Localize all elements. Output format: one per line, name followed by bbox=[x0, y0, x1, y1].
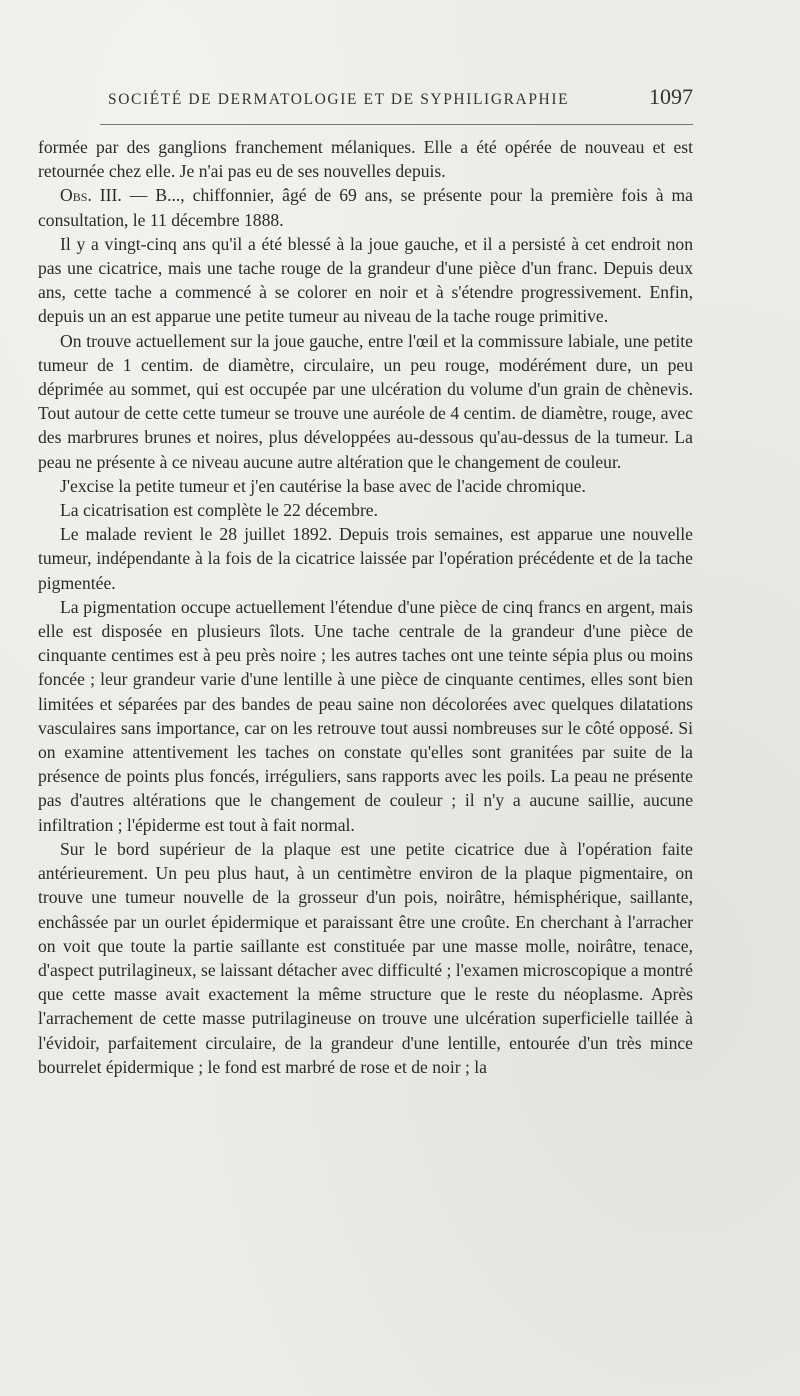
paragraph: La pigmentation occupe actuellement l'étendue d'une pièce de cinq francs en argent, mais elle est disposée en plusieurs îlots. Une tache centrale de la grandeur d'une pièce de cinquante centimes est à peu près noire ; les autres taches ont une teinte sépia plus ou moins foncée ; leur grandeur varie d'une lentille à une pièce de cinquante centimes, elles sont bien limitées et séparées par des bandes de peau saine non décolorées avec quelques dilatations vasculaires sans importance, car on les retrouve tout aussi nombreuses sur le côté opposé. Si on examine attentivement les taches on constate qu'elles sont granitées par suite de la présence de points plus foncés, irréguliers, sans rapports avec les poils. La peau ne présente pas d'autres altérations que le changement de couleur ; il n'y a aucune saillie, aucune infiltration ; l'épiderme est tout à fait normal. bbox=[38, 596, 693, 835]
paragraph: J'excise la petite tumeur et j'en cautérise la base avec de l'acide chromique. bbox=[60, 475, 586, 496]
paragraph-text: — B..., chiffonnier, âgé de 69 ans, se présente pour la première fois à ma consultation, le 11 décembre 1888. bbox=[38, 185, 693, 230]
header-rule bbox=[100, 124, 693, 125]
paragraph: Sur le bord supérieur de la plaque est une petite cicatrice due à l'opération faite antérieurement. Un peu plus haut, à un centimètre environ de la plaque pigmentaire, on trouve une tumeur nouvelle de la grosseur d'un pois, noirâtre, hémisphérique, saillante, enchâssée par un ourlet épidermique et paraissant être une croûte. En cherchant à l'arracher on voit que toute la partie saillante est constituée par une masse molle, noirâtre, tenace, d'aspect putrilagineux, se laissant détacher avec difficulté ; l'examen microscopique a montré que cette masse avait exactement la même structure que le reste du néoplasme. Après l'arrachement de cette masse putrilagineuse on trouve une ulcération superficielle taillée à l'évidoir, parfaitement circulaire, de la grandeur d'une lentille, entourée d'un très mince bourrelet épidermique ; le fond est marbré de rose et de noir ; la bbox=[38, 838, 693, 1077]
paragraph: formée par des ganglions franchement mélaniques. Elle a été opérée de nouveau et est retournée chez elle. Je n'ai pas eu de ses nouvelles depuis. bbox=[38, 137, 693, 182]
paragraph: Il y a vingt-cinq ans qu'il a été blessé à la joue gauche, et il a persisté à cet endroit non pas une cicatrice, mais une tache rouge de la grandeur d'une pièce d'un franc. Depuis deux ans, cette tache a commencé à se colorer en noir et à s'étendre progressivement. Enfin, depuis un an est apparue une petite tumeur au niveau de la tache rouge primitive. bbox=[38, 233, 693, 327]
paragraph: La cicatrisation est complète le 22 décembre. bbox=[60, 500, 379, 521]
paragraph: On trouve actuellement sur la joue gauche, entre l'œil et la commissure labiale, une petite tumeur de 1 centim. de diamètre, circulaire, un peu rouge, modérément dure, un peu déprimée au sommet, qui est occupée par une ulcération du volume d'un grain de chènevis. Tout autour de cette cette tumeur se trouve une auréole de 4 centim. de diamètre, rouge, avec des marbrures brunes et noires, plus développées au-dessous qu'au-dessus de la tumeur. La peau ne présente à ce niveau aucune autre altération que le changement de couleur. bbox=[38, 330, 693, 472]
running-head bbox=[38, 84, 693, 124]
page-number: 1097 bbox=[649, 84, 693, 109]
paragraph-obs-iii bbox=[38, 183, 693, 231]
observation-label: Obs. III. bbox=[60, 185, 122, 206]
paragraph: Le malade revient le 28 juillet 1892. Depuis trois semaines, est apparue une nouvelle tumeur, indépendante à la fois de la cicatrice laissée par l'opération précédente et de la tache pigmentée. bbox=[38, 524, 693, 593]
body-text bbox=[38, 135, 693, 1079]
document-page bbox=[38, 84, 693, 1079]
running-title: SOCIÉTÉ DE DERMATOLOGIE ET DE SYPHILIGRAPHIE bbox=[108, 91, 570, 108]
